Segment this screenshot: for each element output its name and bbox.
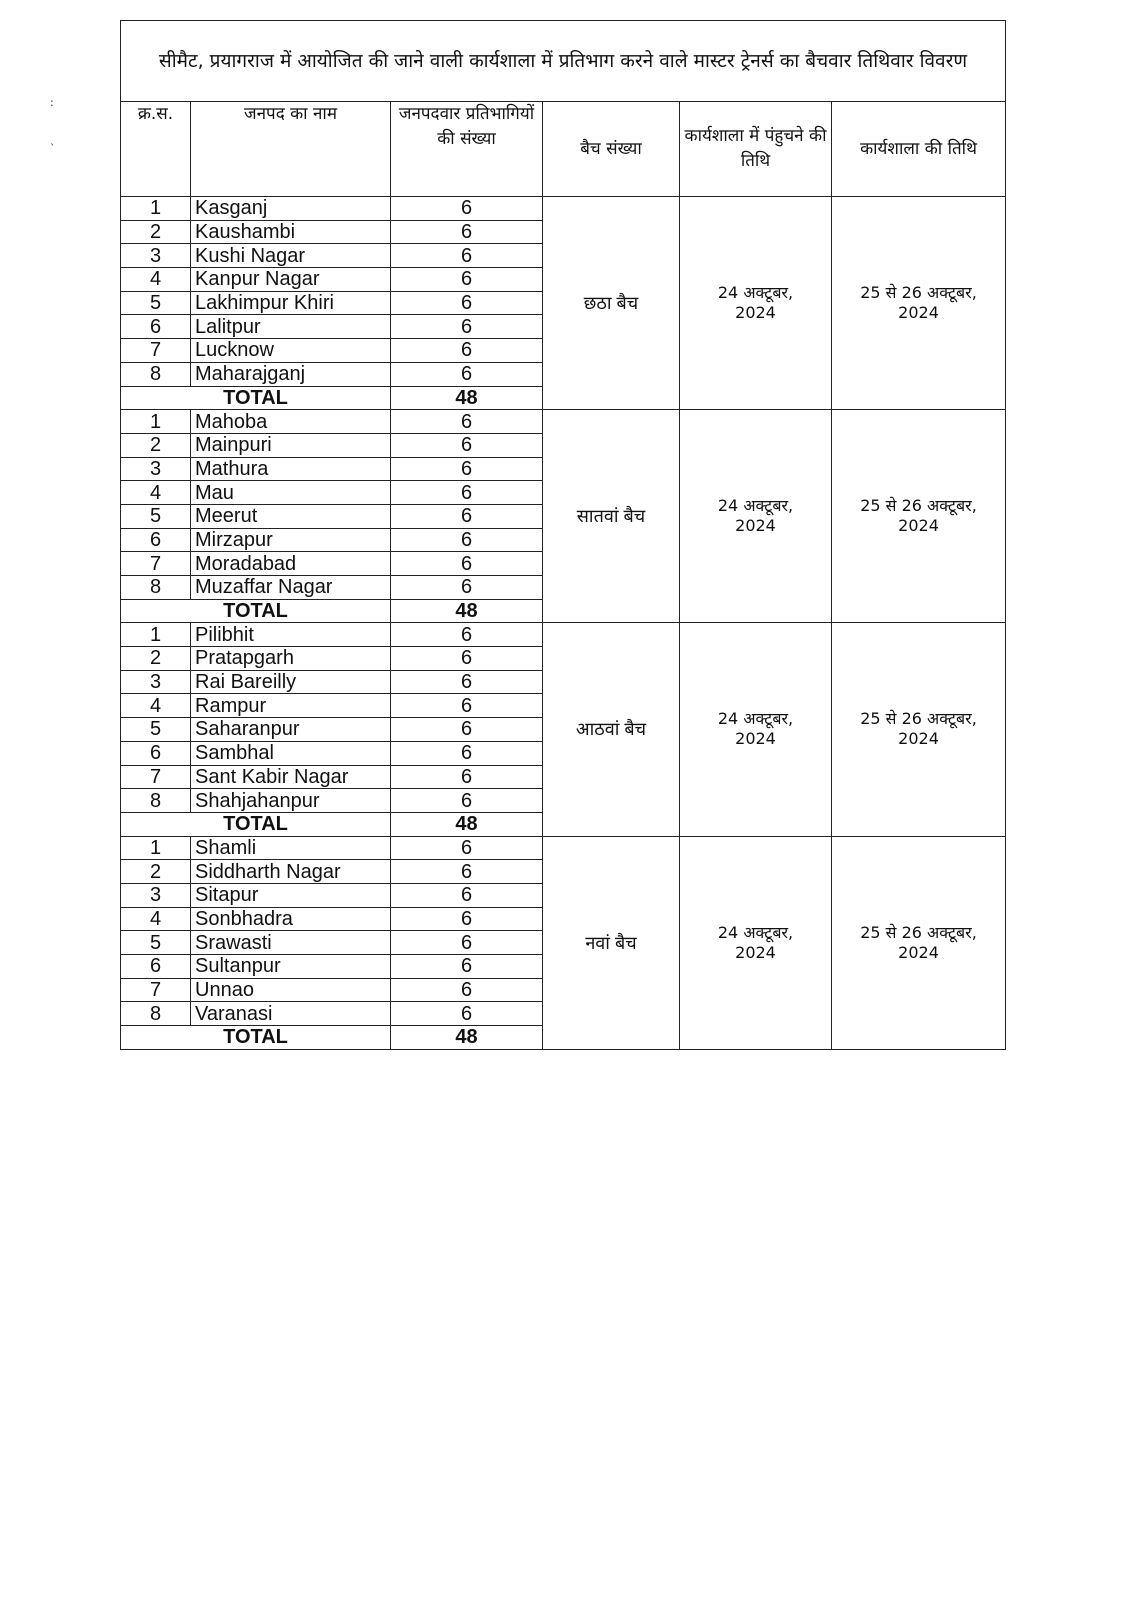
serial-number: 3 — [121, 244, 191, 268]
serial-number: 4 — [121, 481, 191, 505]
district-name: Mahoba — [191, 410, 391, 434]
arrival-day: 24 अक्टूबर, — [717, 922, 794, 942]
district-name: Moradabad — [191, 552, 391, 576]
workshop-day: 25 से 26 अक्टूबर, — [860, 496, 977, 516]
participant-count: 6 — [391, 718, 543, 742]
header-participants: जनपदवार प्रतिभागियों की संख्या — [391, 102, 543, 197]
participant-count: 6 — [391, 860, 543, 884]
district-name: Lakhimpur Khiri — [191, 291, 391, 315]
table-row — [121, 410, 1006, 434]
serial-number: 6 — [121, 528, 191, 552]
serial-number: 5 — [121, 291, 191, 315]
serial-number: 1 — [121, 197, 191, 221]
serial-number: 1 — [121, 410, 191, 434]
serial-number: 8 — [121, 576, 191, 600]
serial-number: 6 — [121, 315, 191, 339]
participant-count: 6 — [391, 362, 543, 386]
participant-count: 6 — [391, 268, 543, 292]
participant-count: 6 — [391, 291, 543, 315]
participant-count: 6 — [391, 528, 543, 552]
arrival-date — [680, 836, 832, 1049]
serial-number: 6 — [121, 955, 191, 979]
workshop-date — [832, 197, 1006, 410]
serial-number: 7 — [121, 339, 191, 363]
arrival-year: 2024 — [735, 942, 776, 962]
serial-number: 4 — [121, 694, 191, 718]
workshop-year: 2024 — [898, 729, 939, 749]
participant-count: 6 — [391, 647, 543, 671]
workshop-year: 2024 — [898, 516, 939, 536]
participant-count: 6 — [391, 978, 543, 1002]
serial-number: 5 — [121, 931, 191, 955]
participant-count: 6 — [391, 504, 543, 528]
participant-count: 6 — [391, 931, 543, 955]
header-row — [121, 102, 1006, 197]
district-name: Rampur — [191, 694, 391, 718]
arrival-day: 24 अक्टूबर, — [717, 709, 794, 729]
serial-number: 3 — [121, 883, 191, 907]
arrival-date — [680, 623, 832, 836]
serial-number: 2 — [121, 860, 191, 884]
total-count: 48 — [391, 812, 543, 836]
participant-count: 6 — [391, 955, 543, 979]
participant-count: 6 — [391, 197, 543, 221]
participant-count: 6 — [391, 433, 543, 457]
workshop-year: 2024 — [898, 303, 939, 323]
arrival-year: 2024 — [735, 729, 776, 749]
header-arrival-date: कार्यशाला में पंहुचने की तिथि — [680, 102, 832, 197]
serial-number: 4 — [121, 907, 191, 931]
workshop-year: 2024 — [898, 942, 939, 962]
participant-count: 6 — [391, 765, 543, 789]
table-row — [121, 623, 1006, 647]
participant-count: 6 — [391, 1002, 543, 1026]
district-name: Meerut — [191, 504, 391, 528]
batch-number: सातवां बैच — [543, 410, 680, 623]
district-name: Lucknow — [191, 339, 391, 363]
margin-mark: ` — [50, 142, 56, 155]
participant-count: 6 — [391, 907, 543, 931]
participant-count: 6 — [391, 481, 543, 505]
header-district: जनपद का नाम — [191, 102, 391, 197]
serial-number: 8 — [121, 362, 191, 386]
serial-number: 4 — [121, 268, 191, 292]
district-name: Mathura — [191, 457, 391, 481]
serial-number: 2 — [121, 220, 191, 244]
participant-count: 6 — [391, 552, 543, 576]
district-name: Kushi Nagar — [191, 244, 391, 268]
serial-number: 5 — [121, 718, 191, 742]
serial-number: 7 — [121, 765, 191, 789]
batch-number: छठा बैच — [543, 197, 680, 410]
workshop-day: 25 से 26 अक्टूबर, — [860, 922, 977, 942]
district-name: Mainpuri — [191, 433, 391, 457]
serial-number: 5 — [121, 504, 191, 528]
serial-number: 7 — [121, 552, 191, 576]
serial-number: 8 — [121, 789, 191, 813]
serial-number: 7 — [121, 978, 191, 1002]
district-name: Kasganj — [191, 197, 391, 221]
district-name: Siddharth Nagar — [191, 860, 391, 884]
district-name: Shahjahanpur — [191, 789, 391, 813]
header-serial: क्र.स. — [121, 102, 191, 197]
document-title: सीमैट, प्रयागराज में आयोजित की जाने वाली कार्यशाला में प्रतिभाग करने वाले मास्टर ट्रेनर्स का बैचवार तिथिवार विवरण — [121, 21, 1006, 102]
district-name: Sitapur — [191, 883, 391, 907]
arrival-year: 2024 — [735, 303, 776, 323]
workshop-date — [832, 623, 1006, 836]
header-batch: बैच संख्या — [543, 102, 680, 197]
workshop-day: 25 से 26 अक्टूबर, — [860, 283, 977, 303]
participant-count: 6 — [391, 694, 543, 718]
serial-number: 2 — [121, 647, 191, 671]
arrival-year: 2024 — [735, 516, 776, 536]
district-name: Sultanpur — [191, 955, 391, 979]
table-row — [121, 836, 1006, 860]
district-name: Sambhal — [191, 741, 391, 765]
district-name: Kaushambi — [191, 220, 391, 244]
batch-number: आठवां बैच — [543, 623, 680, 836]
total-count: 48 — [391, 1026, 543, 1050]
district-name: Mau — [191, 481, 391, 505]
participant-count: 6 — [391, 220, 543, 244]
district-name: Sant Kabir Nagar — [191, 765, 391, 789]
participant-count: 6 — [391, 457, 543, 481]
total-label: TOTAL — [121, 1026, 391, 1050]
serial-number: 3 — [121, 670, 191, 694]
participant-count: 6 — [391, 315, 543, 339]
participant-count: 6 — [391, 883, 543, 907]
participant-count: 6 — [391, 410, 543, 434]
serial-number: 8 — [121, 1002, 191, 1026]
total-label: TOTAL — [121, 812, 391, 836]
serial-number: 3 — [121, 457, 191, 481]
participant-count: 6 — [391, 623, 543, 647]
district-name: Maharajganj — [191, 362, 391, 386]
serial-number: 2 — [121, 433, 191, 457]
arrival-date — [680, 197, 832, 410]
table-row — [121, 197, 1006, 221]
participant-count: 6 — [391, 244, 543, 268]
total-count: 48 — [391, 599, 543, 623]
district-name: Shamli — [191, 836, 391, 860]
workshop-date — [832, 410, 1006, 623]
district-name: Srawasti — [191, 931, 391, 955]
district-name: Lalitpur — [191, 315, 391, 339]
district-name: Muzaffar Nagar — [191, 576, 391, 600]
district-name: Rai Bareilly — [191, 670, 391, 694]
batch-number: नवां बैच — [543, 836, 680, 1049]
margin-mark: : — [50, 96, 54, 109]
district-name: Mirzapur — [191, 528, 391, 552]
participant-count: 6 — [391, 836, 543, 860]
workshop-day: 25 से 26 अक्टूबर, — [860, 709, 977, 729]
district-name: Pilibhit — [191, 623, 391, 647]
arrival-day: 24 अक्टूबर, — [717, 283, 794, 303]
schedule-table — [120, 20, 1006, 1050]
district-name: Kanpur Nagar — [191, 268, 391, 292]
participant-count: 6 — [391, 789, 543, 813]
participant-count: 6 — [391, 576, 543, 600]
participant-count: 6 — [391, 741, 543, 765]
participant-count: 6 — [391, 339, 543, 363]
workshop-date — [832, 836, 1006, 1049]
serial-number: 1 — [121, 836, 191, 860]
arrival-date — [680, 410, 832, 623]
header-workshop-date: कार्यशाला की तिथि — [832, 102, 1006, 197]
total-label: TOTAL — [121, 599, 391, 623]
serial-number: 1 — [121, 623, 191, 647]
participant-count: 6 — [391, 670, 543, 694]
serial-number: 6 — [121, 741, 191, 765]
district-name: Pratapgarh — [191, 647, 391, 671]
arrival-day: 24 अक्टूबर, — [717, 496, 794, 516]
total-count: 48 — [391, 386, 543, 410]
district-name: Saharanpur — [191, 718, 391, 742]
district-name: Varanasi — [191, 1002, 391, 1026]
district-name: Sonbhadra — [191, 907, 391, 931]
district-name: Unnao — [191, 978, 391, 1002]
total-label: TOTAL — [121, 386, 391, 410]
